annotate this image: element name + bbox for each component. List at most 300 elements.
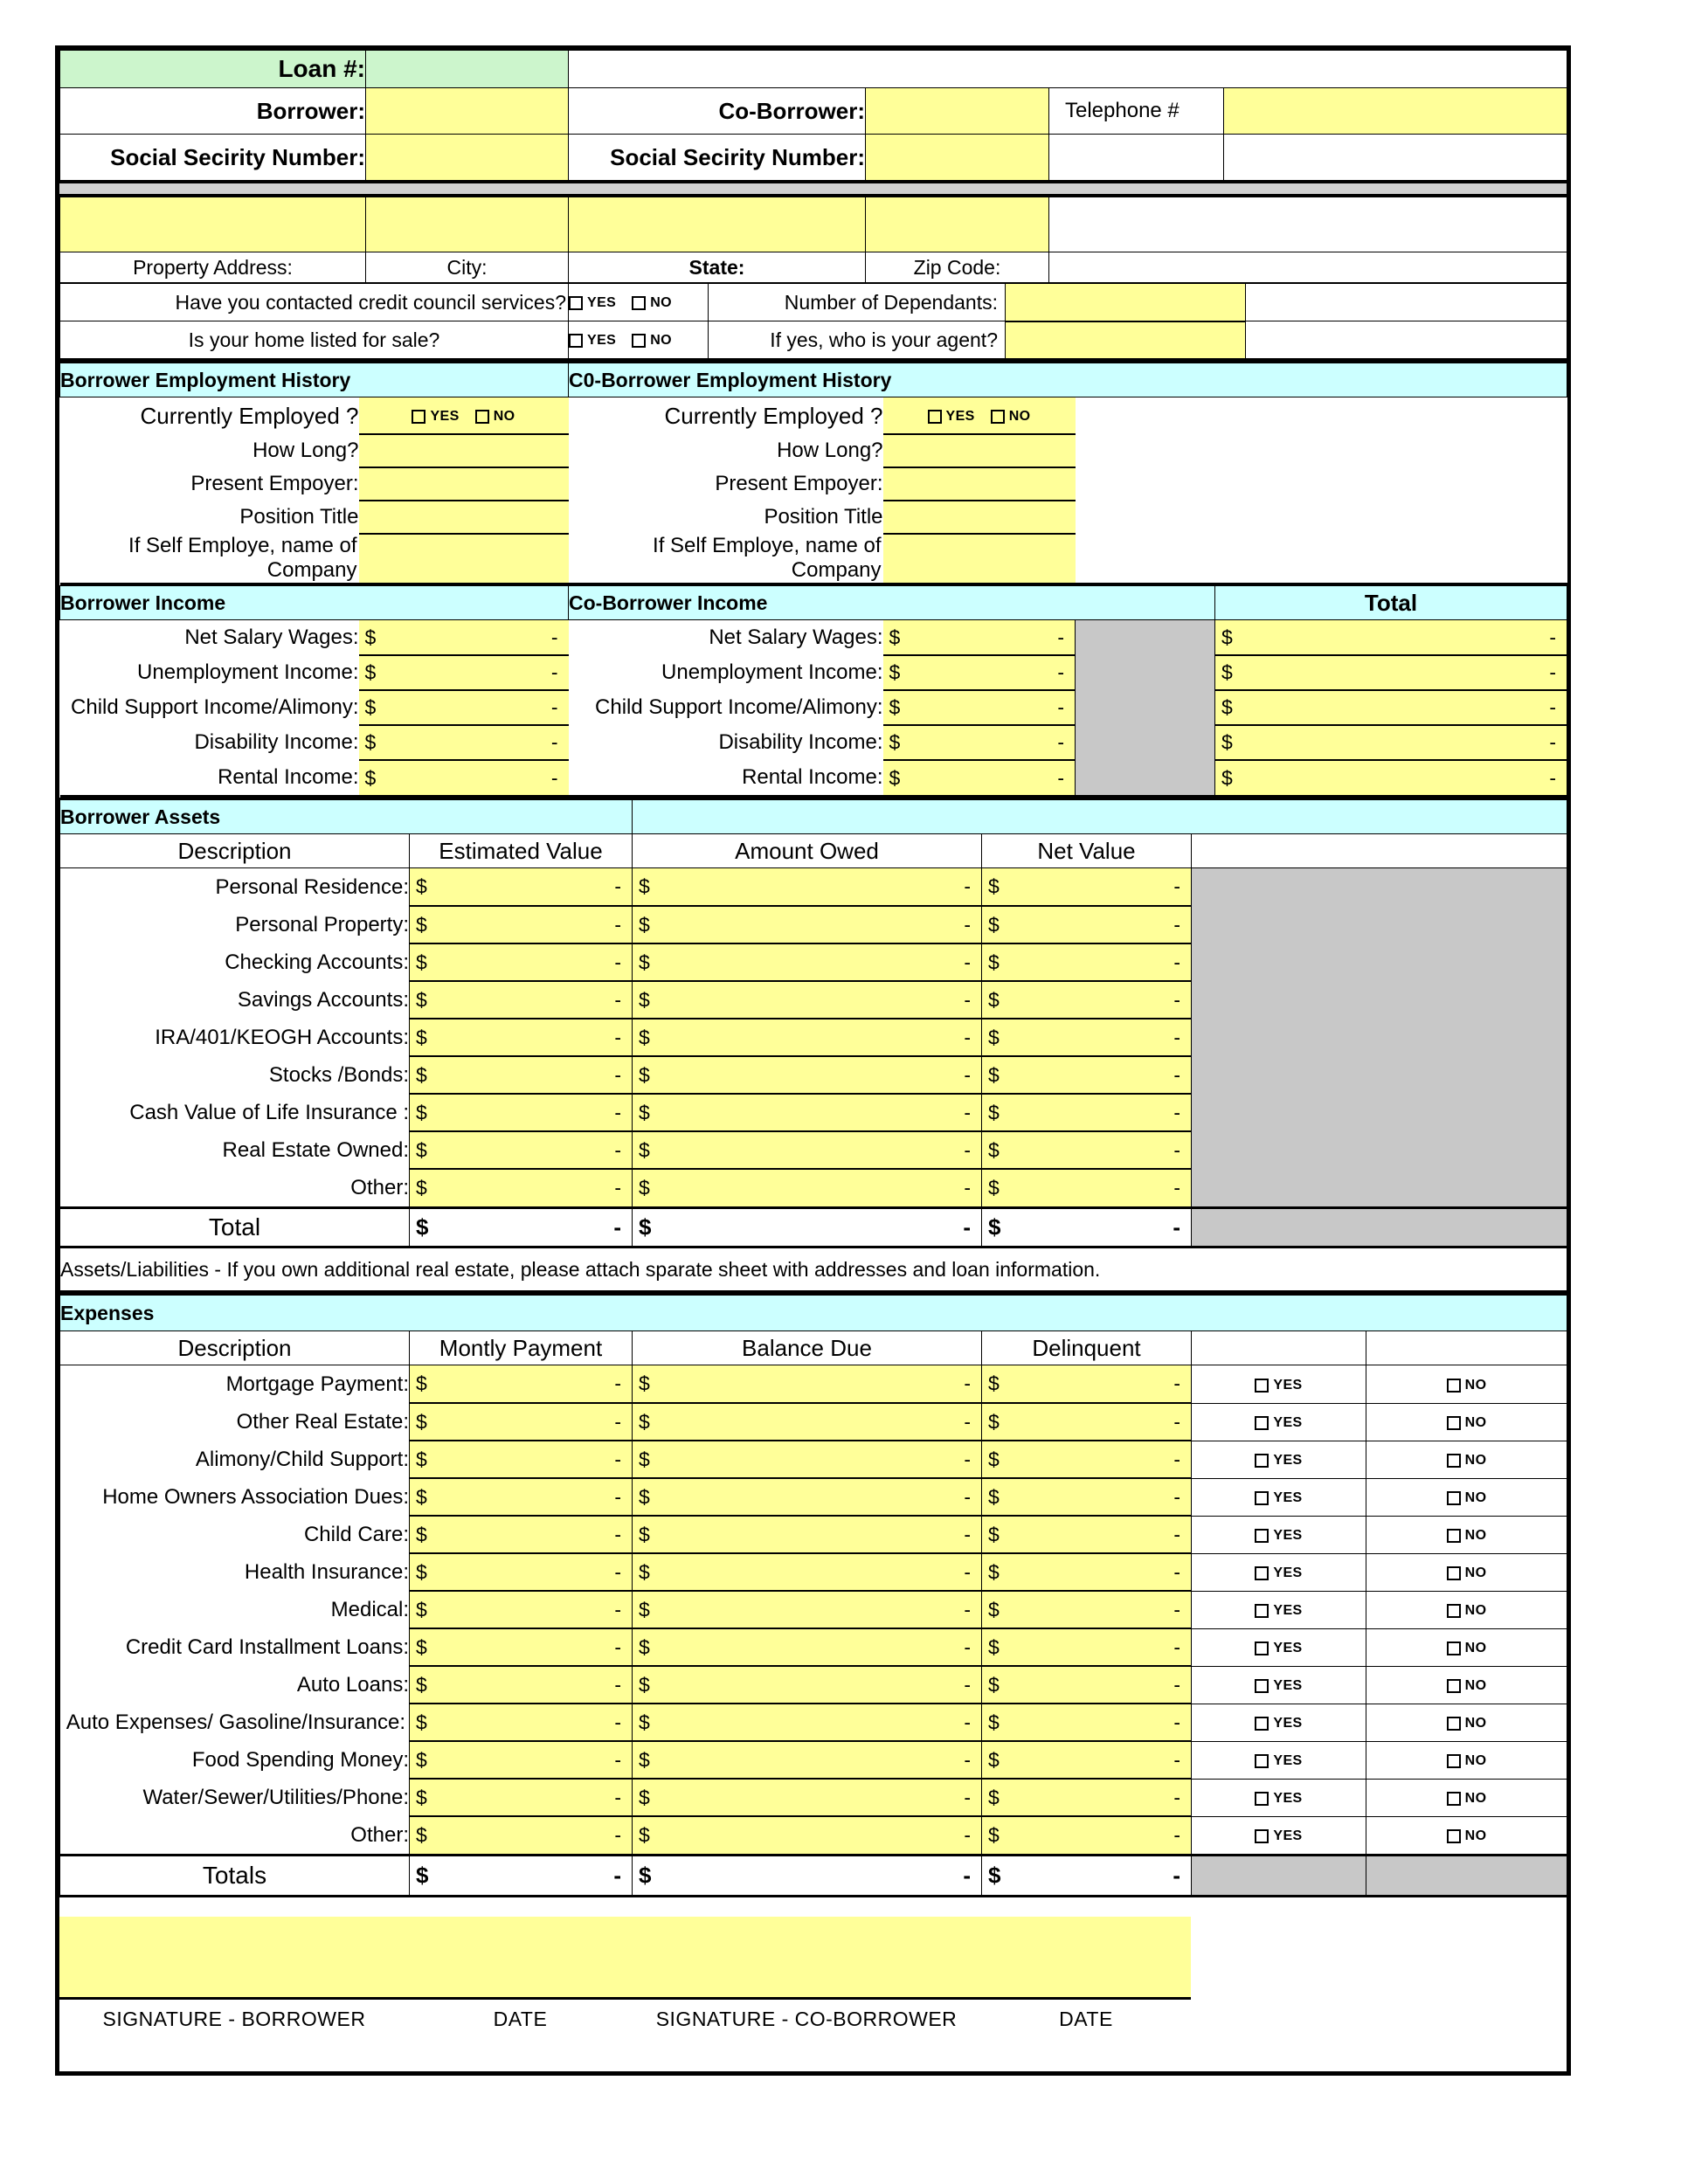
expense-delinquent-input[interactable] xyxy=(982,1741,1192,1779)
asset-net-value-input[interactable] xyxy=(982,943,1192,981)
expense-delinquent-input[interactable] xyxy=(982,1591,1192,1628)
expense-no-checkbox[interactable] xyxy=(1447,1454,1461,1468)
currency-symbol: $ xyxy=(988,1560,1000,1583)
property-address-block xyxy=(59,197,1567,283)
asset-estimated-value-input[interactable] xyxy=(410,1131,633,1169)
asset-amount-owed-input[interactable] xyxy=(633,1169,982,1208)
asset-net-value-input[interactable] xyxy=(982,906,1192,943)
asset-net-value-input[interactable] xyxy=(982,1169,1192,1208)
asset-net-value-input[interactable] xyxy=(982,1019,1192,1056)
co-borrower-rental-label: Rental Income: xyxy=(569,760,883,797)
expense-label-water-sewer-utilities-phone: Water/Sewer/Utilities/Phone: xyxy=(60,1779,410,1816)
expense-no-label: NO xyxy=(1464,1828,1487,1844)
expense-no-checkbox[interactable] xyxy=(1447,1792,1461,1806)
expense-no-checkbox[interactable] xyxy=(1447,1416,1461,1430)
expense-no-checkbox[interactable] xyxy=(1447,1491,1461,1505)
co-borrower-rental-input[interactable] xyxy=(883,760,1076,797)
expense-balance-due-input[interactable] xyxy=(633,1553,982,1591)
cell-value: - xyxy=(964,1101,971,1123)
credit-council-label: Have you contacted credit council services? xyxy=(60,284,569,321)
co-borrower-employed-yes-label: YES xyxy=(945,408,975,424)
telephone-input[interactable] xyxy=(1224,88,1567,135)
asset-amount-owed-input[interactable] xyxy=(633,906,982,943)
expense-yes-checkbox[interactable] xyxy=(1255,1717,1269,1731)
borrower-assets-title: Borrower Assets xyxy=(60,799,633,834)
employment-row-1 xyxy=(60,434,1567,467)
expense-no-label: NO xyxy=(1464,1377,1487,1393)
currency-symbol: $ xyxy=(639,1748,650,1771)
cell-value: - xyxy=(614,1448,621,1470)
assets-title-filler xyxy=(633,799,1567,834)
expense-delinquent-input[interactable] xyxy=(982,1516,1192,1553)
expense-delinquent-yes-cell xyxy=(1192,1666,1366,1704)
expense-delinquent-input[interactable] xyxy=(982,1553,1192,1591)
expense-monthly-payment-input[interactable] xyxy=(410,1666,633,1704)
home-listed-yes-checkbox[interactable] xyxy=(569,334,583,348)
co-borrower-date-input[interactable] xyxy=(981,1917,1191,1999)
expenses-totals-label: Totals xyxy=(60,1856,410,1897)
co-borrower-unemployment-input[interactable] xyxy=(883,655,1076,690)
expenses-col-balance-due: Balance Due xyxy=(633,1331,982,1365)
expense-balance-due-input[interactable] xyxy=(633,1478,982,1516)
expenses-col-description: Description xyxy=(60,1331,410,1365)
expense-no-checkbox[interactable] xyxy=(1447,1379,1461,1393)
asset-net-value-input[interactable] xyxy=(982,1131,1192,1169)
income-row-4 xyxy=(60,760,1567,797)
expense-delinquent-input[interactable] xyxy=(982,1403,1192,1441)
asset-estimated-value-input[interactable] xyxy=(410,943,633,981)
expense-no-checkbox[interactable] xyxy=(1447,1829,1461,1843)
currency-symbol: $ xyxy=(988,1410,1000,1433)
cell-value: - xyxy=(1173,1138,1180,1161)
state-input[interactable] xyxy=(569,197,866,252)
expense-delinquent-no-cell xyxy=(1366,1365,1567,1404)
expenses-title-row xyxy=(60,1295,1567,1331)
asset-row xyxy=(60,1056,1567,1094)
expense-no-checkbox[interactable] xyxy=(1447,1604,1461,1618)
expense-delinquent-yes-cell xyxy=(1192,1478,1366,1516)
expense-row xyxy=(60,1553,1567,1591)
asset-disabled-cell xyxy=(1192,1019,1567,1056)
expense-delinquent-no-cell xyxy=(1366,1666,1567,1704)
expense-label-auto-loans: Auto Loans: xyxy=(60,1666,410,1704)
co-borrower-present-employer-input[interactable] xyxy=(883,467,1076,501)
cell-value: - xyxy=(1549,730,1557,754)
currency-symbol: $ xyxy=(416,1176,427,1199)
expense-monthly-payment-input[interactable] xyxy=(410,1628,633,1666)
address-label-blank xyxy=(1049,252,1567,283)
expense-yes-label: YES xyxy=(1273,1377,1303,1393)
cell-value: - xyxy=(1173,1862,1180,1889)
borrower-signature-input[interactable] xyxy=(59,1917,409,1999)
borrower-net-salary-label: Net Salary Wages: xyxy=(60,620,359,656)
employment-block xyxy=(59,361,1567,585)
currency-symbol: $ xyxy=(416,988,427,1011)
asset-amount-owed-input[interactable] xyxy=(633,943,982,981)
asset-amount-owed-input[interactable] xyxy=(633,868,982,907)
cell-value: - xyxy=(614,1372,621,1395)
expense-yes-label: YES xyxy=(1273,1452,1303,1468)
zip-input[interactable] xyxy=(866,197,1049,252)
cell-value: - xyxy=(614,1635,621,1658)
expense-yes-checkbox[interactable] xyxy=(1255,1529,1269,1543)
asset-net-value-input[interactable] xyxy=(982,1056,1192,1094)
currency-symbol: $ xyxy=(988,1862,1001,1889)
expense-no-checkbox[interactable] xyxy=(1447,1717,1461,1731)
currency-symbol: $ xyxy=(364,660,377,684)
co-borrower-how-long-input[interactable] xyxy=(883,434,1076,467)
expense-monthly-payment-input[interactable] xyxy=(410,1591,633,1628)
cell-value: - xyxy=(964,1176,971,1199)
asset-amount-owed-input[interactable] xyxy=(633,1019,982,1056)
currency-symbol: $ xyxy=(1221,660,1233,684)
city-label: City: xyxy=(366,252,569,283)
property-address-input[interactable] xyxy=(60,197,366,252)
borrower-label: Borrower: xyxy=(60,88,366,135)
currency-symbol: $ xyxy=(364,730,377,754)
asset-estimated-value-input[interactable] xyxy=(410,1094,633,1131)
expense-monthly-payment-input[interactable] xyxy=(410,1816,633,1856)
co-borrower-currently-employed-choices xyxy=(883,397,1076,435)
currency-symbol: $ xyxy=(364,695,377,719)
expense-yes-checkbox[interactable] xyxy=(1255,1379,1269,1393)
expense-yes-checkbox[interactable] xyxy=(1255,1679,1269,1693)
currency-symbol: $ xyxy=(988,1673,1000,1696)
expense-no-checkbox[interactable] xyxy=(1447,1754,1461,1768)
expense-balance-due-input[interactable] xyxy=(633,1516,982,1553)
borrower-employed-yes-checkbox[interactable] xyxy=(412,410,425,424)
currency-symbol: $ xyxy=(364,766,377,789)
asset-estimated-value-input[interactable] xyxy=(410,1019,633,1056)
expense-yes-checkbox[interactable] xyxy=(1255,1829,1269,1843)
currency-symbol: $ xyxy=(639,913,650,936)
expense-delinquent-yes-cell xyxy=(1192,1741,1366,1779)
expenses-totals-disabled-yes xyxy=(1192,1856,1366,1897)
currency-symbol: $ xyxy=(988,1138,1000,1161)
asset-amount-owed-input[interactable] xyxy=(633,981,982,1019)
expense-label-child-care: Child Care: xyxy=(60,1516,410,1553)
expense-row xyxy=(60,1591,1567,1628)
currency-symbol: $ xyxy=(1221,625,1233,648)
assets-liabilities-note: Assets/Liabilities - If you own additional real estate, please attach sparate sheet with addresses and loan information. xyxy=(60,1248,1567,1292)
currency-symbol: $ xyxy=(988,1101,1000,1123)
income-row-1 xyxy=(60,655,1567,690)
expense-delinquent-yes-cell xyxy=(1192,1591,1366,1628)
currency-symbol: $ xyxy=(639,988,650,1011)
asset-estimated-value-input[interactable] xyxy=(410,1056,633,1094)
credit-council-yes-label: YES xyxy=(587,295,617,311)
currency-symbol: $ xyxy=(988,1448,1000,1470)
credit-council-yes-checkbox[interactable] xyxy=(569,296,583,310)
expense-monthly-payment-input[interactable] xyxy=(410,1365,633,1404)
asset-net-value-input[interactable] xyxy=(982,868,1192,907)
expense-monthly-payment-input[interactable] xyxy=(410,1779,633,1816)
expense-no-checkbox[interactable] xyxy=(1447,1566,1461,1580)
asset-amount-owed-input[interactable] xyxy=(633,1056,982,1094)
asset-row xyxy=(60,1131,1567,1169)
expense-delinquent-input[interactable] xyxy=(982,1779,1192,1816)
cell-value: - xyxy=(550,730,558,754)
expense-delinquent-input[interactable] xyxy=(982,1628,1192,1666)
home-listed-yes-label: YES xyxy=(587,333,617,349)
borrower-present-employer-input[interactable] xyxy=(359,467,569,501)
cell-value: - xyxy=(1173,1063,1180,1086)
address-label-row xyxy=(60,252,1567,283)
loan-number-input[interactable] xyxy=(366,51,569,88)
borrower-employment-title: Borrower Employment History xyxy=(60,363,569,397)
cell-value: - xyxy=(964,988,971,1011)
expense-delinquent-no-cell xyxy=(1366,1704,1567,1741)
asset-row xyxy=(60,1094,1567,1131)
expense-monthly-payment-input[interactable] xyxy=(410,1553,633,1591)
employment-row-2 xyxy=(60,467,1567,501)
borrower-disability-input[interactable] xyxy=(359,725,569,760)
expenses-block xyxy=(59,1293,1567,1897)
expense-balance-due-input[interactable] xyxy=(633,1403,982,1441)
cell-value: - xyxy=(964,1448,971,1470)
asset-net-value-input[interactable] xyxy=(982,981,1192,1019)
cell-value: - xyxy=(964,1786,971,1808)
expense-no-checkbox[interactable] xyxy=(1447,1641,1461,1655)
co-borrower-net-salary-label: Net Salary Wages: xyxy=(569,620,883,656)
asset-estimated-value-input[interactable] xyxy=(410,906,633,943)
expense-delinquent-no-cell xyxy=(1366,1403,1567,1441)
cell-value: - xyxy=(1173,1673,1180,1696)
agent-input[interactable] xyxy=(1006,321,1246,360)
currency-symbol: $ xyxy=(639,1862,652,1889)
currency-symbol: $ xyxy=(416,1598,427,1621)
co-borrower-net-salary-input[interactable] xyxy=(883,620,1076,656)
expense-yes-checkbox[interactable] xyxy=(1255,1416,1269,1430)
expense-balance-due-input[interactable] xyxy=(633,1704,982,1741)
expense-yes-checkbox[interactable] xyxy=(1255,1454,1269,1468)
expense-yes-checkbox[interactable] xyxy=(1255,1754,1269,1768)
co-borrower-child-support-label: Child Support Income/Alimony: xyxy=(569,690,883,725)
employment-row-4 xyxy=(60,534,1567,584)
cell-value: - xyxy=(614,1026,621,1048)
expense-balance-due-input[interactable] xyxy=(633,1741,982,1779)
borrower-net-salary-input[interactable] xyxy=(359,620,569,656)
currency-symbol: $ xyxy=(988,1748,1000,1771)
dependants-input[interactable] xyxy=(1006,284,1246,321)
expense-yes-checkbox[interactable] xyxy=(1255,1792,1269,1806)
asset-estimated-value-input[interactable] xyxy=(410,868,633,907)
expense-delinquent-input[interactable] xyxy=(982,1704,1192,1741)
asset-estimated-value-input[interactable] xyxy=(410,981,633,1019)
income-disabled-cell xyxy=(1076,760,1215,797)
co-borrower-signature-input[interactable] xyxy=(632,1917,981,1999)
cell-value: - xyxy=(964,1560,971,1583)
currency-symbol: $ xyxy=(416,1711,427,1733)
cell-value: - xyxy=(614,1711,621,1733)
asset-label-other: Other: xyxy=(60,1169,410,1208)
asset-label-savings-accounts: Savings Accounts: xyxy=(60,981,410,1019)
income-disabled-cell xyxy=(1076,655,1215,690)
expense-no-checkbox[interactable] xyxy=(1447,1679,1461,1693)
cell-value: - xyxy=(614,1101,621,1123)
currency-symbol: $ xyxy=(416,950,427,973)
borrower-position-title-input[interactable] xyxy=(359,501,569,534)
form-outer-border xyxy=(55,45,1571,2076)
currency-symbol: $ xyxy=(416,1635,427,1658)
borrower-rental-input[interactable] xyxy=(359,760,569,797)
total-rental-value xyxy=(1215,760,1567,797)
borrower-rental-label: Rental Income: xyxy=(60,760,359,797)
expense-yes-checkbox[interactable] xyxy=(1255,1641,1269,1655)
asset-disabled-cell xyxy=(1192,943,1567,981)
co-borrower-ssn-input[interactable] xyxy=(866,135,1049,181)
expense-monthly-payment-input[interactable] xyxy=(410,1704,633,1741)
co-borrower-employed-no-checkbox[interactable] xyxy=(991,410,1005,424)
home-listed-no-checkbox[interactable] xyxy=(632,334,646,348)
currency-symbol: $ xyxy=(416,1862,429,1889)
borrower-income-title: Borrower Income xyxy=(60,586,569,620)
asset-estimated-value-input[interactable] xyxy=(410,1169,633,1208)
expense-row xyxy=(60,1516,1567,1553)
assets-total-amount-owed xyxy=(633,1208,982,1248)
asset-row xyxy=(60,906,1567,943)
cell-value: - xyxy=(964,1823,971,1847)
expense-yes-checkbox[interactable] xyxy=(1255,1566,1269,1580)
loan-row xyxy=(60,51,1567,88)
borrower-ssn-input[interactable] xyxy=(366,135,569,181)
ssn-row xyxy=(60,135,1567,181)
co-borrower-unemployment-label: Unemployment Income: xyxy=(569,655,883,690)
asset-amount-owed-input[interactable] xyxy=(633,1094,982,1131)
co-borrower-employed-no-label: NO xyxy=(1008,408,1031,424)
cell-value: - xyxy=(1549,625,1557,648)
co-borrower-position-title-input[interactable] xyxy=(883,501,1076,534)
cell-value: - xyxy=(963,1213,971,1241)
asset-net-value-input[interactable] xyxy=(982,1094,1192,1131)
cell-value: - xyxy=(614,1410,621,1433)
currency-symbol: $ xyxy=(639,1176,650,1199)
co-borrower-employed-yes-checkbox[interactable] xyxy=(928,410,942,424)
borrower-how-long-label: How Long? xyxy=(60,434,359,467)
expense-yes-checkbox[interactable] xyxy=(1255,1604,1269,1618)
expense-balance-due-input[interactable] xyxy=(633,1816,982,1856)
expense-monthly-payment-input[interactable] xyxy=(410,1478,633,1516)
cell-value: - xyxy=(614,1786,621,1808)
expenses-col-delinquent: Delinquent xyxy=(982,1331,1192,1365)
expense-yes-label: YES xyxy=(1273,1752,1303,1768)
credit-council-no-checkbox[interactable] xyxy=(632,296,646,310)
currency-symbol: $ xyxy=(416,1026,427,1048)
asset-label-personal-residence: Personal Residence: xyxy=(60,868,410,907)
co-borrower-disability-label: Disability Income: xyxy=(569,725,883,760)
address-input-row xyxy=(60,197,1567,252)
co-borrower-disability-input[interactable] xyxy=(883,725,1076,760)
asset-disabled-cell xyxy=(1192,981,1567,1019)
expense-yes-label: YES xyxy=(1273,1715,1303,1731)
assets-column-header-row xyxy=(60,834,1567,868)
expense-delinquent-input[interactable] xyxy=(982,1816,1192,1856)
currency-symbol: $ xyxy=(988,1823,1000,1847)
expense-no-checkbox[interactable] xyxy=(1447,1529,1461,1543)
expense-monthly-payment-input[interactable] xyxy=(410,1441,633,1478)
cell-value: - xyxy=(613,1213,621,1241)
expense-balance-due-input[interactable] xyxy=(633,1441,982,1478)
borrower-employed-no-checkbox[interactable] xyxy=(475,410,489,424)
co-borrower-name-input[interactable] xyxy=(866,88,1049,135)
expense-delinquent-no-cell xyxy=(1366,1816,1567,1856)
expense-yes-checkbox[interactable] xyxy=(1255,1491,1269,1505)
expense-balance-due-input[interactable] xyxy=(633,1365,982,1404)
cell-value: - xyxy=(614,1176,621,1199)
cell-value: - xyxy=(614,1748,621,1771)
credit-council-choices xyxy=(569,284,709,321)
cell-value: - xyxy=(1173,988,1180,1011)
home-listed-row xyxy=(60,321,1567,360)
expense-delinquent-no-cell xyxy=(1366,1516,1567,1553)
signature-fields-row xyxy=(59,1917,1567,1999)
currency-symbol: $ xyxy=(639,1448,650,1470)
employment-blank-0 xyxy=(1076,397,1567,435)
expense-delinquent-input[interactable] xyxy=(982,1441,1192,1478)
expense-label-mortgage-payment: Mortgage Payment: xyxy=(60,1365,410,1404)
income-row-2 xyxy=(60,690,1567,725)
expense-label-other: Other: xyxy=(60,1816,410,1856)
expense-delinquent-input[interactable] xyxy=(982,1478,1192,1516)
borrower-date-input[interactable] xyxy=(409,1917,632,1999)
borrower-name-input[interactable] xyxy=(366,88,569,135)
currency-symbol: $ xyxy=(639,1101,650,1123)
expense-balance-due-input[interactable] xyxy=(633,1591,982,1628)
cell-value: - xyxy=(1173,1786,1180,1808)
expense-balance-due-input[interactable] xyxy=(633,1628,982,1666)
borrower-self-employed-input[interactable] xyxy=(359,534,569,584)
cell-value: - xyxy=(1057,695,1064,719)
income-disabled-cell xyxy=(1076,725,1215,760)
expenses-header-blank-no xyxy=(1366,1331,1567,1365)
cell-value: - xyxy=(1173,1748,1180,1771)
currency-symbol: $ xyxy=(1221,766,1233,789)
currency-symbol: $ xyxy=(416,1786,427,1808)
signature-borrower-date-label: DATE xyxy=(409,1999,632,2039)
borrower-unemployment-input[interactable] xyxy=(359,655,569,690)
expense-monthly-payment-input[interactable] xyxy=(410,1403,633,1441)
cell-value: - xyxy=(964,874,971,898)
borrower-how-long-input[interactable] xyxy=(359,434,569,467)
expense-balance-due-input[interactable] xyxy=(633,1666,982,1704)
expense-delinquent-input[interactable] xyxy=(982,1365,1192,1404)
cell-value: - xyxy=(964,1635,971,1658)
expense-no-label: NO xyxy=(1464,1677,1487,1693)
expense-no-label: NO xyxy=(1464,1452,1487,1468)
co-borrower-child-support-input[interactable] xyxy=(883,690,1076,725)
currency-symbol: $ xyxy=(639,1026,650,1048)
asset-label-ira-401-keogh: IRA/401/KEOGH Accounts: xyxy=(60,1019,410,1056)
assets-col-estimated-value: Estimated Value xyxy=(410,834,633,868)
currency-symbol: $ xyxy=(639,1635,650,1658)
total-unemployment-value xyxy=(1215,655,1567,690)
currency-symbol: $ xyxy=(416,1213,429,1241)
expense-monthly-payment-input[interactable] xyxy=(410,1516,633,1553)
city-input[interactable] xyxy=(366,197,569,252)
cell-value: - xyxy=(614,988,621,1011)
co-borrower-self-employed-input[interactable] xyxy=(883,534,1076,584)
income-headers-row xyxy=(60,586,1567,620)
asset-label-personal-property: Personal Property: xyxy=(60,906,410,943)
currency-symbol: $ xyxy=(988,874,1000,898)
expense-balance-due-input[interactable] xyxy=(633,1779,982,1816)
borrower-child-support-input[interactable] xyxy=(359,690,569,725)
asset-row xyxy=(60,868,1567,907)
asset-amount-owed-input[interactable] xyxy=(633,1131,982,1169)
expense-delinquent-input[interactable] xyxy=(982,1666,1192,1704)
cell-value: - xyxy=(614,1063,621,1086)
expense-monthly-payment-input[interactable] xyxy=(410,1741,633,1779)
